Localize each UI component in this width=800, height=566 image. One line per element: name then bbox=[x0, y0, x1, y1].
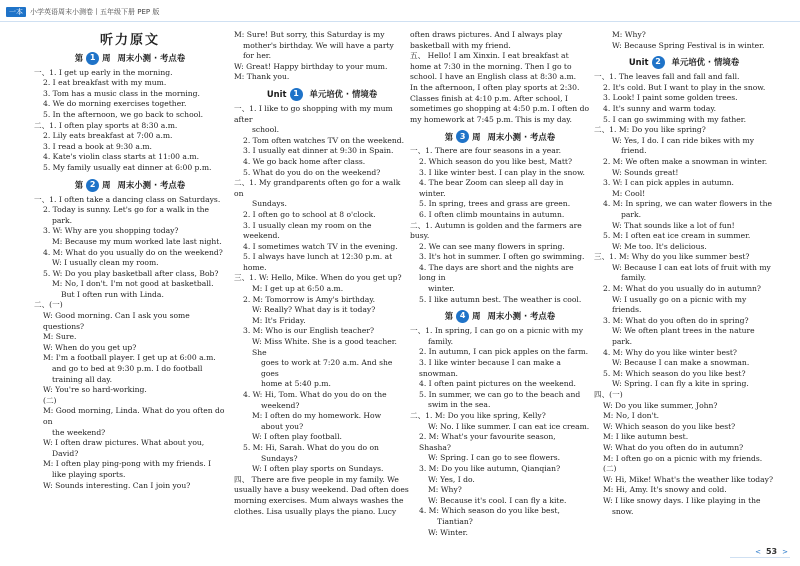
section-heading bbox=[34, 52, 226, 65]
transcript-line: 一、1. I often take a dancing class on Saturdays. bbox=[34, 194, 221, 204]
transcript-line: W: I like snowy days. I like playing in the bbox=[603, 495, 761, 505]
section-number-badge: 1 bbox=[86, 52, 99, 65]
transcript-line: school. I have an English class at 8:30 a.m. bbox=[410, 72, 577, 82]
transcript-line: W: Winter. bbox=[428, 527, 468, 537]
transcript-line: W: Hi, Mike! What's the weather like today? bbox=[603, 474, 774, 484]
section-label: 单元培优 · 情境卷 bbox=[671, 57, 740, 68]
transcript-line: Classes finish at 4:10 p.m. After school, I bbox=[410, 93, 568, 103]
transcript-line: park. bbox=[52, 215, 73, 225]
transcript-line: M: Cool! bbox=[612, 188, 646, 198]
transcript-line: 4. M: Which season do you like best, bbox=[419, 506, 560, 516]
transcript-line: basketball with my friend. bbox=[410, 40, 511, 50]
transcript-line: W: Yes, I do. bbox=[428, 474, 475, 484]
section-label: 周末小测 · 考点卷 bbox=[117, 52, 186, 63]
section-heading bbox=[234, 88, 410, 101]
transcript-line: W: Sounds great! bbox=[612, 167, 679, 177]
section-prefix: Unit bbox=[628, 57, 649, 68]
transcript-line: M: Because my mum worked late last night. bbox=[52, 236, 222, 246]
transcript-line: 一、1. There are four seasons in a year. bbox=[410, 146, 561, 156]
footer-divider bbox=[730, 557, 790, 558]
transcript-line: 2. Lily eats breakfast at 7:00 a.m. bbox=[43, 131, 173, 141]
transcript-line: 4. M: What do you usually do on the weekend? bbox=[43, 247, 223, 257]
transcript-line: 4. I often paint pictures on the weekend. bbox=[419, 379, 576, 389]
transcript-line: W: Do you like summer, John? bbox=[603, 400, 718, 410]
transcript-line: friend. bbox=[621, 146, 647, 156]
transcript-line: 一、1. The leaves fall and fall and fall. bbox=[594, 72, 740, 82]
section-suffix: 周 bbox=[102, 179, 111, 190]
transcript-line: M: Sure. bbox=[43, 332, 77, 342]
transcript-line: 3. I usually clean my room on the weekend. bbox=[243, 220, 372, 241]
transcript-line: 2. Today is sunny. Let's go for a walk in the bbox=[43, 205, 210, 215]
section-number-badge: 3 bbox=[456, 130, 469, 143]
transcript-line: Tiantian? bbox=[437, 516, 473, 526]
page-header bbox=[6, 5, 159, 19]
transcript-line: W: Because Spring Festival is in winter. bbox=[612, 40, 765, 50]
transcript-line: home at 5:40 p.m. bbox=[261, 379, 331, 389]
transcript-line: sometimes go shopping at 4:50 p.m. I often do bbox=[410, 104, 590, 114]
transcript-line: M: I often play ping-pong with my friends. I bbox=[43, 459, 212, 469]
transcript-line: 二、(一) bbox=[34, 300, 63, 310]
transcript-line: home at 7:30 in the morning. Then I go to bbox=[410, 61, 572, 71]
transcript-line: W: Me too. It's delicious. bbox=[612, 241, 707, 251]
section-suffix: 周 bbox=[102, 52, 111, 63]
transcript-line: M: I get up at 6:50 a.m. bbox=[252, 284, 344, 294]
transcript-line: W: Because it's cool. I can fly a kite. bbox=[428, 495, 567, 505]
transcript-line: M: I often do my homework. How bbox=[252, 411, 382, 421]
transcript-line: W: That sounds like a lot of fun! bbox=[612, 220, 735, 230]
transcript-line: 5. W: Do you play basketball after class, Bob? bbox=[43, 268, 219, 278]
transcript-line: W: Good morning. Can I ask you some questions? bbox=[43, 311, 190, 331]
transcript-line: W: Yes, I do. I can ride bikes with my bbox=[612, 135, 755, 145]
transcript-line: 四、 There are five people in my family. We bbox=[234, 474, 399, 484]
transcript-line: 3. It's hot in summer. I often go swimming. bbox=[419, 252, 585, 262]
transcript-line: and go to bed at 9:30 p.m. I do football bbox=[52, 364, 203, 374]
transcript-line: W: Really? What day is it today? bbox=[252, 305, 376, 315]
transcript-line: 2. I eat breakfast with my mum. bbox=[43, 78, 167, 88]
transcript-line: my homework at 7:45 p.m. This is my day. bbox=[410, 114, 572, 124]
transcript-line: 5. M: Hi, Sarah. What do you do on bbox=[243, 442, 379, 452]
transcript-line: 4. We go back home after class. bbox=[243, 156, 366, 166]
transcript-line: 3. I read a book at 9:30 a.m. bbox=[43, 141, 152, 151]
transcript-line: weekend? bbox=[261, 400, 300, 410]
transcript-line: W: You're so hard-working. bbox=[43, 385, 147, 395]
transcript-line: swim in the sea. bbox=[428, 400, 491, 410]
section-suffix: 周 bbox=[472, 131, 481, 142]
transcript-line: But I often run with Linda. bbox=[61, 289, 164, 299]
transcript-line: 3. I like winter best. I can play in the snow. bbox=[419, 167, 585, 177]
transcript-line: 二、1. I often play sports at 8:30 a.m. bbox=[34, 120, 178, 130]
section-number-badge: 2 bbox=[86, 179, 99, 192]
transcript-line: M: Why? bbox=[428, 485, 462, 495]
transcript-line: David? bbox=[52, 448, 79, 458]
transcript-line: 三、1. M: Why do you like summer best? bbox=[594, 252, 750, 262]
transcript-line: 5. M: I often eat ice cream in summer. bbox=[603, 231, 751, 241]
transcript-line: 4. We do morning exercises together. bbox=[43, 99, 187, 109]
page-number bbox=[755, 547, 788, 556]
transcript-line: 4. M: Why do you like winter best? bbox=[603, 347, 737, 357]
transcript-line: 二、1. M: Do you like spring, Kelly? bbox=[410, 411, 546, 420]
transcript-line: 二、1. Autumn is golden and the farmers are busy. bbox=[410, 220, 582, 241]
transcript-line: 四、(一) bbox=[594, 390, 623, 399]
transcript-line: W: I usually clean my room. bbox=[52, 258, 159, 268]
section-heading bbox=[594, 56, 774, 69]
transcript-line: W: When do you get up? bbox=[43, 342, 137, 352]
series-title: 小学英语周末小测卷丨五年级下册 PEP 版 bbox=[30, 8, 160, 16]
transcript-line: W: I often play sports on Sundays. bbox=[252, 464, 384, 474]
transcript-line: 4. The bear Zoom can sleep all day in winter. bbox=[419, 178, 564, 198]
transcript-line: 三、1. W: Hello, Mike. When do you get up? bbox=[234, 273, 402, 283]
transcript-line: M: Hi, Amy. It's snowy and cold. bbox=[603, 485, 727, 495]
transcript-line: like playing sports. bbox=[52, 469, 126, 479]
section-label: 周末小测 · 考点卷 bbox=[487, 311, 556, 322]
section-heading bbox=[410, 310, 590, 323]
transcript-line: (二) bbox=[603, 464, 617, 474]
header-divider bbox=[0, 21, 800, 22]
transcript-line: 5. In summer, we can go to the beach and bbox=[419, 389, 581, 399]
transcript-line: W: We often plant trees in the nature park. bbox=[612, 326, 755, 347]
transcript-line: 3. M: What do you often do in spring? bbox=[603, 315, 749, 325]
transcript-line: about you? bbox=[261, 421, 304, 431]
transcript-line: W: Because I can eat lots of fruit with my bbox=[612, 262, 771, 272]
transcript-line: (二) bbox=[43, 395, 57, 405]
series-badge: 一本 bbox=[6, 7, 26, 17]
transcript-line: W: Spring. I can fly a kite in spring. bbox=[612, 379, 749, 389]
transcript-line: 2. In autumn, I can pick apples on the farm. bbox=[419, 347, 589, 357]
transcript-line: In the afternoon, I often play sports at 2:30. bbox=[410, 82, 580, 92]
column-3 bbox=[410, 30, 590, 538]
transcript-line: 2. It's cold. But I want to play in the snow. bbox=[603, 82, 766, 92]
transcript-line: family. bbox=[621, 273, 647, 283]
transcript-line: 4. It's sunny and warm today. bbox=[603, 103, 717, 113]
transcript-line: W: What do you often do in autumn? bbox=[603, 442, 744, 452]
transcript-line: 4. W: Hi, Tom. What do you do on the bbox=[243, 390, 387, 399]
transcript-line: 3. M: Do you like autumn, Qianqian? bbox=[419, 463, 561, 473]
transcript-line: Sundays? bbox=[261, 453, 298, 463]
transcript-line: 3. I usually eat dinner at 9:30 in Spain. bbox=[243, 146, 394, 156]
section-prefix: Unit bbox=[266, 89, 287, 100]
section-prefix: 第 bbox=[444, 311, 454, 322]
section-label: 周末小测 · 考点卷 bbox=[117, 179, 186, 190]
transcript-line: 3. Tom has a music class in the morning. bbox=[43, 88, 200, 98]
section-heading bbox=[34, 179, 226, 192]
transcript-line: goes to work at 7:20 a.m. And she goes bbox=[261, 358, 393, 378]
transcript-line: 二、1. M: Do you like spring? bbox=[594, 125, 706, 135]
next-arrow-icon: > bbox=[782, 547, 788, 556]
transcript-line: 5. In spring, trees and grass are green. bbox=[419, 199, 571, 209]
page-number-value: 53 bbox=[765, 547, 778, 556]
transcript-line: 4. The days are short and the nights are long in bbox=[419, 262, 574, 283]
transcript-line: 一、1. I like to go shopping with my mum after bbox=[234, 103, 393, 124]
transcript-line: 4. I sometimes watch TV in the evening. bbox=[243, 241, 398, 251]
transcript-line: W: Sounds interesting. Can I join you? bbox=[43, 480, 191, 490]
transcript-line: 2. M: What do you usually do in autumn? bbox=[603, 284, 761, 294]
section-prefix: 第 bbox=[74, 179, 84, 190]
transcript-line: 5. I always have lunch at 12:30 p.m. at home. bbox=[243, 252, 393, 272]
transcript-line: 2. Which season do you like best, Matt? bbox=[419, 156, 573, 166]
transcript-line: 3. M: Who is our English teacher? bbox=[243, 326, 375, 336]
transcript-line: usually have a busy weekend. Dad often does bbox=[234, 485, 409, 495]
transcript-line: clothes. Lisa usually plays the piano. Lucy bbox=[234, 506, 397, 516]
transcript-line: M: It's Friday. bbox=[252, 315, 306, 325]
transcript-line: M: No, I don't. bbox=[603, 411, 660, 421]
transcript-line: W: I usually go on a picnic with my friends. bbox=[612, 294, 747, 315]
section-number-badge: 4 bbox=[456, 310, 469, 323]
page-title: 听力原文 bbox=[99, 33, 160, 48]
section-label: 单元培优 · 情境卷 bbox=[309, 89, 378, 100]
transcript-line: 二、1. My grandparents often go for a walk on bbox=[234, 178, 401, 198]
transcript-line: 3. Look! I paint some golden trees. bbox=[603, 93, 738, 103]
transcript-line: 4. Kate's violin class starts at 11:00 a.m. bbox=[43, 152, 199, 162]
section-number-badge: 1 bbox=[290, 88, 303, 101]
transcript-line: 3. W: I can pick apples in autumn. bbox=[603, 178, 734, 188]
transcript-line: 5. What do you do on the weekend? bbox=[243, 167, 381, 177]
transcript-line: school. bbox=[252, 125, 280, 135]
transcript-line: 五、 Hello! I am Xinxin. I eat breakfast at bbox=[410, 51, 569, 61]
transcript-line: W: I often draw pictures. What about you, bbox=[43, 438, 205, 448]
transcript-line: 5. I like autumn best. The weather is cool. bbox=[419, 294, 582, 304]
transcript-line: 2. Tom often watches TV on the weekend. bbox=[243, 135, 405, 145]
transcript-line: 3. W: Why are you shopping today? bbox=[43, 226, 179, 236]
transcript-line: training all day. bbox=[52, 374, 113, 384]
transcript-line: M: I like autumn best. bbox=[603, 432, 689, 442]
transcript-line: 一、1. In spring, I can go on a picnic with my bbox=[410, 326, 584, 336]
transcript-line: 3. I like winter because I can make a snowman. bbox=[419, 358, 561, 378]
transcript-line: 2. I often go to school at 8 o'clock. bbox=[243, 209, 376, 219]
transcript-line: 5. M: Which season do you like best? bbox=[603, 368, 746, 378]
transcript-line: family. bbox=[428, 336, 454, 346]
section-prefix: 第 bbox=[74, 52, 84, 63]
transcript-line: winter. bbox=[428, 284, 455, 294]
transcript-line: often draws pictures. And I always play bbox=[410, 30, 563, 39]
section-label: 周末小测 · 考点卷 bbox=[487, 131, 556, 142]
column-1 bbox=[34, 30, 226, 491]
transcript-line: M: No, I don't. I'm not good at basketball. bbox=[52, 279, 214, 289]
transcript-line: W: Which season do you like best? bbox=[603, 421, 736, 431]
transcript-line: W: I often play football. bbox=[252, 432, 342, 442]
transcript-line: M: Thank you. bbox=[234, 72, 290, 82]
transcript-line: 2. M: What's your favourite season, Shasha? bbox=[419, 432, 556, 452]
section-prefix: 第 bbox=[444, 131, 454, 142]
transcript-line: snow. bbox=[612, 506, 634, 516]
transcript-line: M: Why? bbox=[612, 30, 646, 39]
column-2 bbox=[234, 30, 410, 517]
transcript-line: M: I often go on a picnic with my friends. bbox=[603, 453, 763, 463]
transcript-line: 2. M: We often make a snowman in winter. bbox=[603, 156, 768, 166]
transcript-line: Sundays. bbox=[252, 199, 287, 209]
transcript-line: W: Because I can make a snowman. bbox=[612, 358, 750, 368]
transcript-line: 一、1. I get up early in the morning. bbox=[34, 67, 173, 77]
transcript-line: M: Sure! But sorry, this Saturday is my bbox=[234, 30, 385, 39]
transcript-line: W: Great! Happy birthday to your mum. bbox=[234, 61, 388, 71]
transcript-line: 2. We can see many flowers in spring. bbox=[419, 241, 565, 251]
transcript-line: M: I'm a football player. I get up at 6:00 a.m. bbox=[43, 353, 216, 363]
transcript-line: park. bbox=[621, 209, 642, 219]
transcript-line: 4. M: In spring, we can water flowers in the bbox=[603, 199, 772, 209]
transcript-line: 6. I often climb mountains in autumn. bbox=[419, 209, 565, 219]
transcript-line: mother's birthday. We will have a party bbox=[243, 40, 394, 50]
section-suffix: 周 bbox=[472, 311, 481, 322]
transcript-line: W: Miss White. She is a good teacher. She bbox=[252, 337, 397, 357]
transcript-line: M: Good morning, Linda. What do you often do on bbox=[43, 406, 225, 426]
transcript-line: for her. bbox=[243, 51, 272, 61]
transcript-line: 5. In the afternoon, we go back to school. bbox=[43, 109, 204, 119]
section-number-badge: 2 bbox=[652, 56, 665, 69]
transcript-line: 5. My family usually eat dinner at 6:00 p.m. bbox=[43, 162, 212, 172]
column-4 bbox=[594, 30, 774, 517]
transcript-line: 2. M: Tomorrow is Amy's birthday. bbox=[243, 294, 376, 304]
transcript-line: 5. I can go swimming with my father. bbox=[603, 114, 746, 124]
transcript-line: morning exercises. Mum always washes the bbox=[234, 495, 404, 505]
transcript-line: W: Spring. I can go to see flowers. bbox=[428, 453, 561, 463]
prev-arrow-icon: < bbox=[755, 547, 761, 556]
transcript-line: W: No. I like summer. I can eat ice cream. bbox=[428, 421, 590, 431]
transcript-line: the weekend? bbox=[52, 427, 106, 437]
section-heading bbox=[410, 130, 590, 143]
